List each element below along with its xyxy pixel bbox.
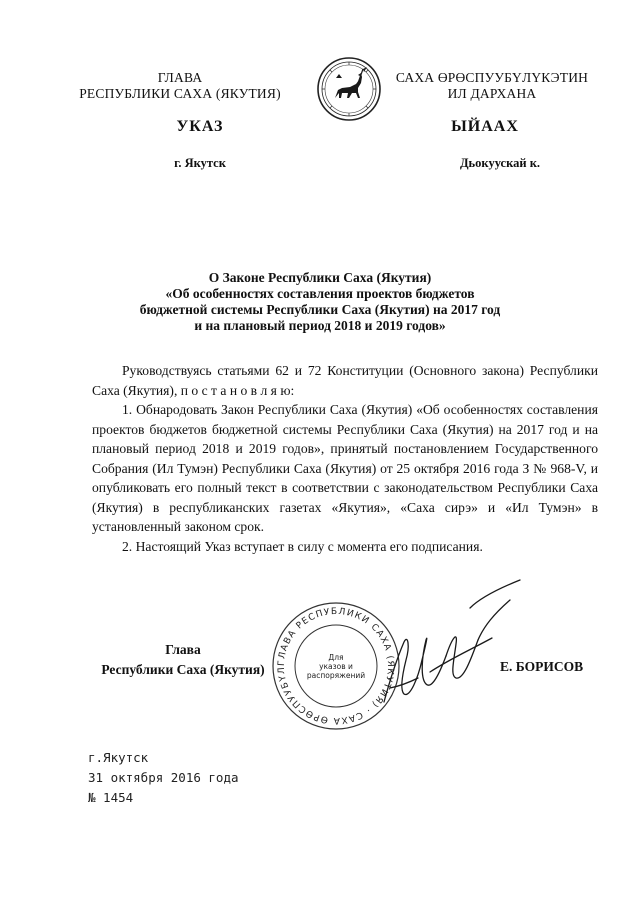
signature-title-line2: Республики Саха (Якутия)	[101, 662, 265, 677]
header-right-line2: ИЛ ДАРХАНА	[447, 86, 537, 101]
footer-date: 31 октября 2016 года	[88, 770, 239, 785]
header-left	[70, 70, 290, 102]
header-left-line2: РЕСПУБЛИКИ САХА (ЯКУТИЯ)	[79, 86, 281, 101]
doc-type-ru: УКАЗ	[176, 118, 224, 135]
city-sah: Дьокуускай к.	[459, 156, 541, 170]
header-left-line1: ГЛАВА	[157, 70, 203, 85]
title-line2: «Об особенностях составления проектов бюджетов	[165, 286, 475, 301]
signature-title-line1: Глава	[165, 642, 201, 657]
signature-name: Е. БОРИСОВ	[500, 659, 584, 674]
header-right	[392, 70, 592, 102]
title-line4: и на плановый период 2018 и 2019 годов»	[194, 318, 446, 333]
footer	[88, 748, 308, 808]
body-item-1: 1. Обнародовать Закон Республики Саха (Якутия) «Об особенностях составления проектов бюджетов бюджетной системы Республики Саха (Якутия) на 2017 год и на плановый период 2018 и 2019 годов», принятый постановлением Государственного Собрания (Ил Тумэн) Республики Саха (Якутия) от 25 октября 2016 года З № 968-V, и опубликовать его полный текст в соответствии с законодательством Республики Саха (Якутия) в республиканских газетах «Якутия», «Саха сирэ» и «Ил Тумэн» в установленный законом срок.	[92, 402, 598, 534]
body-intro: Руководствуясь статьями 62 и 72 Конституции (Основного закона) Республики Саха (Якутия), п о с т а н о в л я ю:	[92, 363, 598, 398]
yakutia-coat-of-arms-icon	[316, 56, 382, 122]
document-title	[60, 270, 580, 334]
handwritten-signature	[360, 560, 530, 720]
city-ru: г. Якутск	[174, 156, 226, 170]
footer-number: № 1454	[88, 790, 134, 805]
stamp-center-line2: указов и	[319, 662, 353, 671]
body-item-2: 2. Настоящий Указ вступает в силу с момента его подписания.	[122, 538, 483, 554]
header-right-line1: САХА ӨРӨСПУУБҮЛҮКЭТИН	[395, 70, 589, 85]
stamp-center-line3: распоряжений	[306, 671, 366, 680]
signature-title	[88, 640, 278, 680]
stamp-center-line1: Для	[328, 653, 344, 662]
title-line3: бюджетной системы Республики Саха (Якутия) на 2017 год	[139, 302, 501, 317]
title-line1: О Законе Республики Саха (Якутия)	[208, 270, 432, 285]
document-body	[92, 361, 598, 556]
doc-type-sah: ЫЙААХ	[451, 118, 519, 135]
stamp-ring-text: ГЛАВА РЕСПУБЛИКИ САХА (ЯКУТИЯ) · САХА ӨРӨСПУУБҮЛ	[276, 606, 396, 726]
footer-city: г.Якутск	[88, 750, 149, 765]
